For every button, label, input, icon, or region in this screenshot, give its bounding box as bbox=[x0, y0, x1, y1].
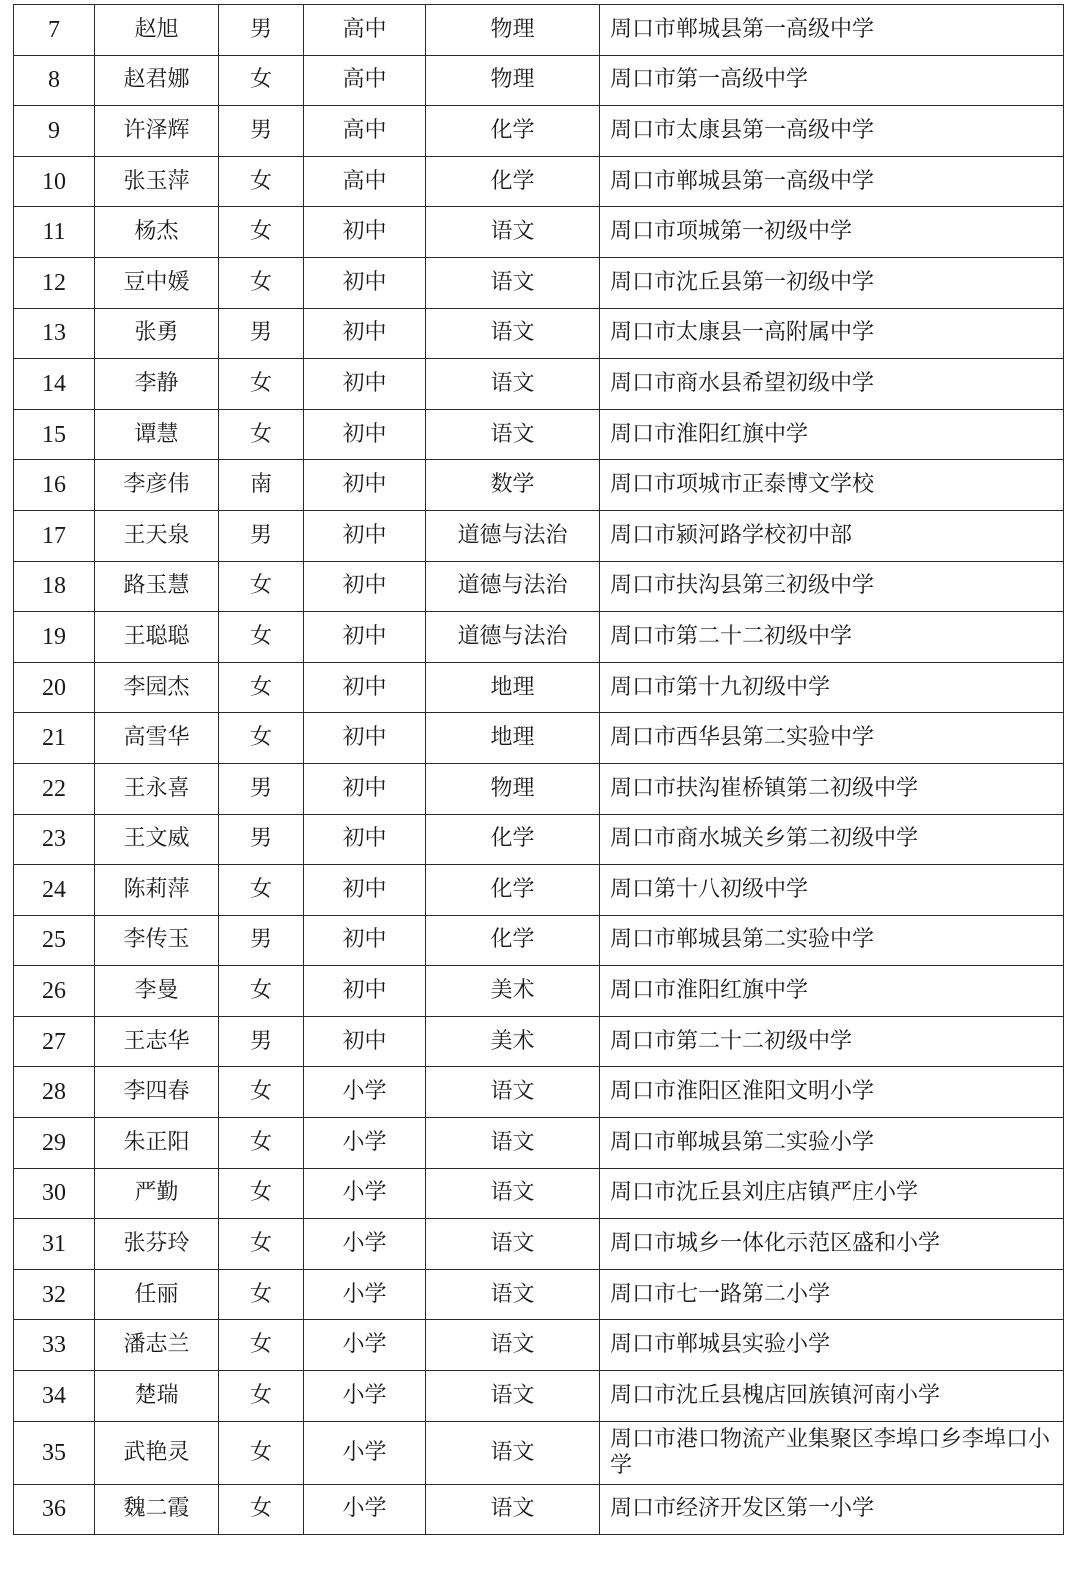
cell-school: 周口市沈丘县刘庄店镇严庄小学 bbox=[600, 1168, 1064, 1219]
cell-gender: 女 bbox=[219, 1269, 304, 1320]
cell-level: 小学 bbox=[304, 1168, 426, 1219]
cell-school: 周口市郸城县第一高级中学 bbox=[600, 5, 1064, 56]
cell-name: 朱正阳 bbox=[95, 1118, 219, 1169]
cell-level: 初中 bbox=[304, 207, 426, 258]
cell-gender: 女 bbox=[219, 713, 304, 764]
cell-school: 周口市经济开发区第一小学 bbox=[600, 1484, 1064, 1535]
cell-subject: 语文 bbox=[426, 207, 600, 258]
cell-level: 初中 bbox=[304, 763, 426, 814]
cell-gender: 男 bbox=[219, 814, 304, 865]
table-row bbox=[14, 915, 1064, 966]
cell-level: 小学 bbox=[304, 1320, 426, 1371]
cell-subject: 美术 bbox=[426, 966, 600, 1017]
cell-subject: 语文 bbox=[426, 1269, 600, 1320]
cell-number: 12 bbox=[14, 257, 95, 308]
cell-gender: 女 bbox=[219, 662, 304, 713]
cell-gender: 男 bbox=[219, 106, 304, 157]
cell-number: 27 bbox=[14, 1016, 95, 1067]
cell-number: 10 bbox=[14, 156, 95, 207]
cell-subject: 物理 bbox=[426, 763, 600, 814]
cell-level: 初中 bbox=[304, 1016, 426, 1067]
cell-gender: 女 bbox=[219, 865, 304, 916]
cell-gender: 女 bbox=[219, 1371, 304, 1422]
cell-name: 李园杰 bbox=[95, 662, 219, 713]
table-row bbox=[14, 55, 1064, 106]
table-row bbox=[14, 1219, 1064, 1270]
cell-school: 周口第十八初级中学 bbox=[600, 865, 1064, 916]
cell-subject: 地理 bbox=[426, 713, 600, 764]
cell-school: 周口市颍河路学校初中部 bbox=[600, 510, 1064, 561]
cell-school: 周口市沈丘县第一初级中学 bbox=[600, 257, 1064, 308]
cell-school: 周口市郸城县第一高级中学 bbox=[600, 156, 1064, 207]
cell-number: 9 bbox=[14, 106, 95, 157]
cell-name: 张玉萍 bbox=[95, 156, 219, 207]
cell-school: 周口市太康县第一高级中学 bbox=[600, 106, 1064, 157]
cell-level: 高中 bbox=[304, 55, 426, 106]
cell-level: 小学 bbox=[304, 1118, 426, 1169]
cell-number: 31 bbox=[14, 1219, 95, 1270]
cell-subject: 语文 bbox=[426, 1118, 600, 1169]
cell-gender: 男 bbox=[219, 510, 304, 561]
cell-school: 周口市淮阳红旗中学 bbox=[600, 409, 1064, 460]
cell-name: 武艳灵 bbox=[95, 1421, 219, 1484]
cell-subject: 语文 bbox=[426, 1168, 600, 1219]
cell-level: 初中 bbox=[304, 814, 426, 865]
cell-name: 严勤 bbox=[95, 1168, 219, 1219]
cell-subject: 语文 bbox=[426, 1320, 600, 1371]
cell-gender: 男 bbox=[219, 763, 304, 814]
cell-level: 初中 bbox=[304, 915, 426, 966]
cell-name: 赵旭 bbox=[95, 5, 219, 56]
table-row bbox=[14, 207, 1064, 258]
cell-name: 李静 bbox=[95, 359, 219, 410]
cell-name: 任丽 bbox=[95, 1269, 219, 1320]
table-row bbox=[14, 1421, 1064, 1484]
cell-gender: 女 bbox=[219, 156, 304, 207]
cell-school: 周口市扶沟崔桥镇第二初级中学 bbox=[600, 763, 1064, 814]
cell-level: 小学 bbox=[304, 1421, 426, 1484]
cell-name: 李曼 bbox=[95, 966, 219, 1017]
table-row bbox=[14, 1067, 1064, 1118]
cell-school: 周口市商水城关乡第二初级中学 bbox=[600, 814, 1064, 865]
table-row bbox=[14, 460, 1064, 511]
cell-subject: 物理 bbox=[426, 55, 600, 106]
cell-subject: 美术 bbox=[426, 1016, 600, 1067]
cell-subject: 地理 bbox=[426, 662, 600, 713]
cell-school: 周口市郸城县第二实验中学 bbox=[600, 915, 1064, 966]
table-row bbox=[14, 5, 1064, 56]
cell-subject: 语文 bbox=[426, 1484, 600, 1535]
cell-level: 初中 bbox=[304, 612, 426, 663]
cell-gender: 男 bbox=[219, 5, 304, 56]
cell-gender: 女 bbox=[219, 207, 304, 258]
cell-level: 小学 bbox=[304, 1067, 426, 1118]
cell-level: 初中 bbox=[304, 510, 426, 561]
cell-name: 王文威 bbox=[95, 814, 219, 865]
table-row bbox=[14, 612, 1064, 663]
cell-level: 小学 bbox=[304, 1371, 426, 1422]
cell-number: 24 bbox=[14, 865, 95, 916]
cell-name: 王天泉 bbox=[95, 510, 219, 561]
cell-level: 小学 bbox=[304, 1484, 426, 1535]
cell-level: 初中 bbox=[304, 561, 426, 612]
cell-name: 王永喜 bbox=[95, 763, 219, 814]
cell-level: 初中 bbox=[304, 713, 426, 764]
cell-name: 魏二霞 bbox=[95, 1484, 219, 1535]
cell-subject: 化学 bbox=[426, 915, 600, 966]
table-row bbox=[14, 1016, 1064, 1067]
cell-level: 初中 bbox=[304, 662, 426, 713]
cell-name: 陈莉萍 bbox=[95, 865, 219, 916]
roster-table bbox=[13, 4, 1064, 1535]
cell-name: 李彦伟 bbox=[95, 460, 219, 511]
cell-gender: 女 bbox=[219, 1484, 304, 1535]
cell-gender: 女 bbox=[219, 966, 304, 1017]
cell-name: 张勇 bbox=[95, 308, 219, 359]
cell-number: 11 bbox=[14, 207, 95, 258]
cell-subject: 化学 bbox=[426, 865, 600, 916]
cell-subject: 道德与法治 bbox=[426, 561, 600, 612]
cell-gender: 女 bbox=[219, 1118, 304, 1169]
cell-number: 18 bbox=[14, 561, 95, 612]
cell-name: 王聪聪 bbox=[95, 612, 219, 663]
cell-gender: 女 bbox=[219, 409, 304, 460]
cell-school: 周口市第一高级中学 bbox=[600, 55, 1064, 106]
cell-number: 23 bbox=[14, 814, 95, 865]
cell-name: 王志华 bbox=[95, 1016, 219, 1067]
table-row bbox=[14, 359, 1064, 410]
cell-school: 周口市项城第一初级中学 bbox=[600, 207, 1064, 258]
cell-school: 周口市淮阳红旗中学 bbox=[600, 966, 1064, 1017]
cell-number: 20 bbox=[14, 662, 95, 713]
table-row bbox=[14, 814, 1064, 865]
table-row bbox=[14, 106, 1064, 157]
cell-name: 杨杰 bbox=[95, 207, 219, 258]
cell-number: 34 bbox=[14, 1371, 95, 1422]
cell-name: 李传玉 bbox=[95, 915, 219, 966]
cell-level: 高中 bbox=[304, 106, 426, 157]
cell-school: 周口市淮阳区淮阳文明小学 bbox=[600, 1067, 1064, 1118]
cell-gender: 女 bbox=[219, 1168, 304, 1219]
table-row bbox=[14, 1269, 1064, 1320]
cell-subject: 语文 bbox=[426, 257, 600, 308]
cell-subject: 语文 bbox=[426, 359, 600, 410]
cell-subject: 语文 bbox=[426, 308, 600, 359]
cell-name: 许泽辉 bbox=[95, 106, 219, 157]
roster-body bbox=[14, 5, 1064, 1535]
cell-number: 17 bbox=[14, 510, 95, 561]
cell-subject: 语文 bbox=[426, 1371, 600, 1422]
cell-number: 25 bbox=[14, 915, 95, 966]
table-row bbox=[14, 865, 1064, 916]
table-row bbox=[14, 1118, 1064, 1169]
cell-subject: 语文 bbox=[426, 1219, 600, 1270]
table-row bbox=[14, 763, 1064, 814]
cell-subject: 语文 bbox=[426, 1067, 600, 1118]
cell-school: 周口市第二十二初级中学 bbox=[600, 612, 1064, 663]
cell-level: 初中 bbox=[304, 460, 426, 511]
cell-number: 16 bbox=[14, 460, 95, 511]
cell-gender: 南 bbox=[219, 460, 304, 511]
cell-school: 周口市项城市正泰博文学校 bbox=[600, 460, 1064, 511]
table-row bbox=[14, 409, 1064, 460]
cell-number: 8 bbox=[14, 55, 95, 106]
cell-level: 初中 bbox=[304, 865, 426, 916]
cell-school: 周口市七一路第二小学 bbox=[600, 1269, 1064, 1320]
cell-subject: 道德与法治 bbox=[426, 510, 600, 561]
table-row bbox=[14, 1320, 1064, 1371]
table-row bbox=[14, 510, 1064, 561]
table-row bbox=[14, 1371, 1064, 1422]
cell-number: 26 bbox=[14, 966, 95, 1017]
cell-number: 13 bbox=[14, 308, 95, 359]
cell-number: 19 bbox=[14, 612, 95, 663]
table-row bbox=[14, 1484, 1064, 1535]
cell-level: 小学 bbox=[304, 1219, 426, 1270]
table-row bbox=[14, 966, 1064, 1017]
cell-number: 29 bbox=[14, 1118, 95, 1169]
cell-gender: 女 bbox=[219, 359, 304, 410]
table-row bbox=[14, 713, 1064, 764]
cell-number: 32 bbox=[14, 1269, 95, 1320]
table-row bbox=[14, 1168, 1064, 1219]
cell-number: 33 bbox=[14, 1320, 95, 1371]
cell-school: 周口市第二十二初级中学 bbox=[600, 1016, 1064, 1067]
cell-gender: 女 bbox=[219, 1219, 304, 1270]
cell-subject: 物理 bbox=[426, 5, 600, 56]
cell-level: 初中 bbox=[304, 359, 426, 410]
cell-subject: 数学 bbox=[426, 460, 600, 511]
cell-number: 7 bbox=[14, 5, 95, 56]
table-row bbox=[14, 257, 1064, 308]
cell-gender: 女 bbox=[219, 1067, 304, 1118]
cell-school: 周口市城乡一体化示范区盛和小学 bbox=[600, 1219, 1064, 1270]
cell-subject: 化学 bbox=[426, 156, 600, 207]
cell-gender: 女 bbox=[219, 55, 304, 106]
cell-number: 22 bbox=[14, 763, 95, 814]
table-row bbox=[14, 308, 1064, 359]
cell-name: 赵君娜 bbox=[95, 55, 219, 106]
cell-level: 初中 bbox=[304, 257, 426, 308]
table-row bbox=[14, 156, 1064, 207]
cell-gender: 女 bbox=[219, 1421, 304, 1484]
cell-level: 高中 bbox=[304, 156, 426, 207]
cell-number: 36 bbox=[14, 1484, 95, 1535]
cell-name: 张芬玲 bbox=[95, 1219, 219, 1270]
cell-name: 路玉慧 bbox=[95, 561, 219, 612]
cell-name: 李四春 bbox=[95, 1067, 219, 1118]
cell-level: 小学 bbox=[304, 1269, 426, 1320]
cell-level: 初中 bbox=[304, 966, 426, 1017]
cell-school: 周口市扶沟县第三初级中学 bbox=[600, 561, 1064, 612]
cell-subject: 化学 bbox=[426, 106, 600, 157]
cell-subject: 道德与法治 bbox=[426, 612, 600, 663]
cell-school: 周口市商水县希望初级中学 bbox=[600, 359, 1064, 410]
cell-name: 潘志兰 bbox=[95, 1320, 219, 1371]
cell-number: 14 bbox=[14, 359, 95, 410]
cell-gender: 男 bbox=[219, 1016, 304, 1067]
cell-school: 周口市郸城县第二实验小学 bbox=[600, 1118, 1064, 1169]
cell-number: 15 bbox=[14, 409, 95, 460]
cell-name: 谭慧 bbox=[95, 409, 219, 460]
cell-school: 周口市港口物流产业集聚区李埠口乡李埠口小学 bbox=[600, 1421, 1064, 1484]
cell-name: 豆中媛 bbox=[95, 257, 219, 308]
table-row bbox=[14, 662, 1064, 713]
cell-gender: 女 bbox=[219, 561, 304, 612]
cell-subject: 化学 bbox=[426, 814, 600, 865]
cell-school: 周口市太康县一高附属中学 bbox=[600, 308, 1064, 359]
cell-level: 高中 bbox=[304, 5, 426, 56]
cell-subject: 语文 bbox=[426, 1421, 600, 1484]
cell-school: 周口市西华县第二实验中学 bbox=[600, 713, 1064, 764]
cell-subject: 语文 bbox=[426, 409, 600, 460]
cell-gender: 男 bbox=[219, 308, 304, 359]
cell-number: 21 bbox=[14, 713, 95, 764]
cell-gender: 男 bbox=[219, 915, 304, 966]
cell-gender: 女 bbox=[219, 257, 304, 308]
cell-level: 初中 bbox=[304, 308, 426, 359]
cell-name: 楚瑞 bbox=[95, 1371, 219, 1422]
cell-school: 周口市沈丘县槐店回族镇河南小学 bbox=[600, 1371, 1064, 1422]
cell-school: 周口市郸城县实验小学 bbox=[600, 1320, 1064, 1371]
cell-gender: 女 bbox=[219, 1320, 304, 1371]
cell-number: 35 bbox=[14, 1421, 95, 1484]
cell-level: 初中 bbox=[304, 409, 426, 460]
cell-number: 30 bbox=[14, 1168, 95, 1219]
cell-gender: 女 bbox=[219, 612, 304, 663]
cell-school: 周口市第十九初级中学 bbox=[600, 662, 1064, 713]
table-row bbox=[14, 561, 1064, 612]
cell-number: 28 bbox=[14, 1067, 95, 1118]
cell-name: 高雪华 bbox=[95, 713, 219, 764]
